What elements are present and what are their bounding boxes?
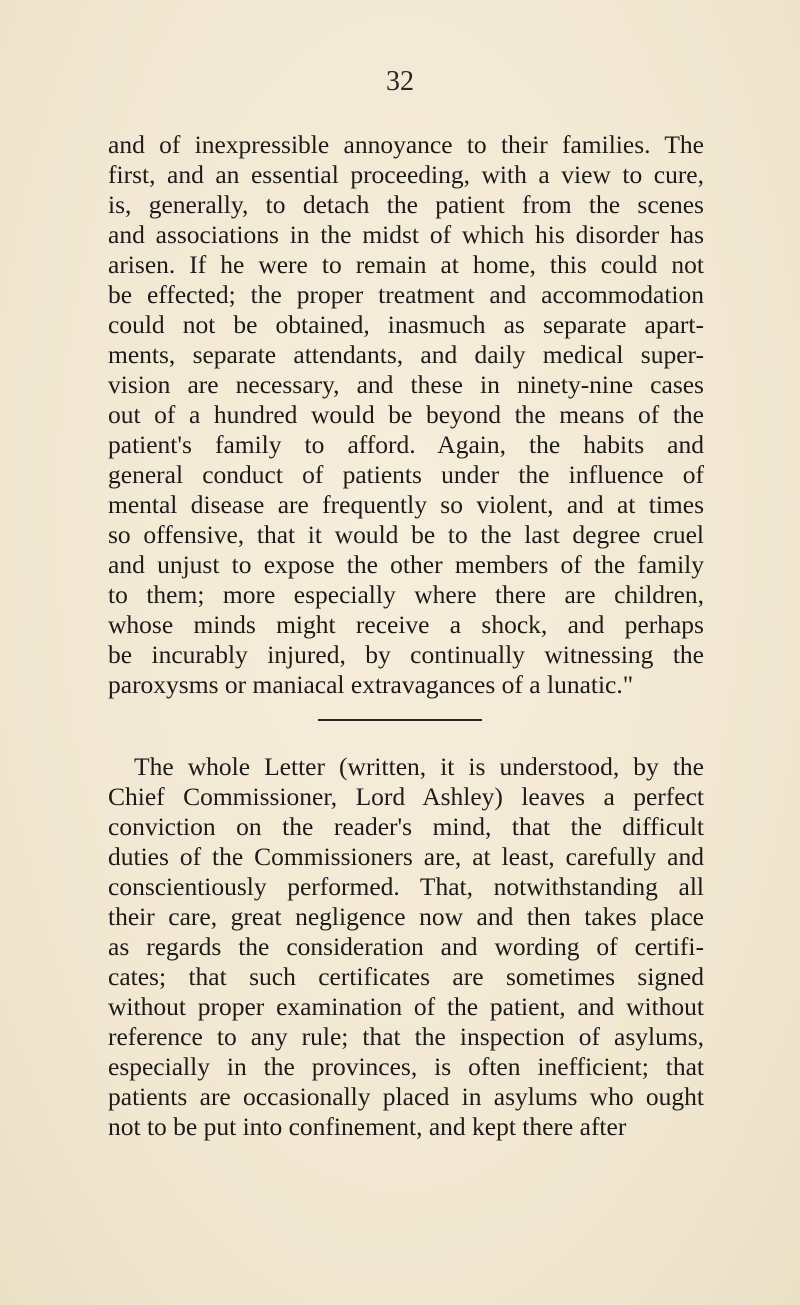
text-line: and of inexpressible annoyance to their families. The xyxy=(108,130,704,159)
text-line: conscientiously performed. That, notwithstanding all xyxy=(108,872,704,901)
page-number: 32 xyxy=(386,66,414,97)
section-divider xyxy=(318,719,482,721)
text-line: ments, separate attendants, and daily medical super- xyxy=(108,340,704,369)
text-line: without proper examination of the patient, and without xyxy=(108,992,704,1021)
text-line: The whole Letter (written, it is understood, by the xyxy=(134,752,704,781)
text-line: and unjust to expose the other members of the family xyxy=(108,550,704,579)
text-line: duties of the Commissioners are, at least, carefully and xyxy=(108,842,704,871)
text-line: cates; that such certificates are sometimes signed xyxy=(108,962,704,991)
text-line: especially in the provinces, is often inefficient; that xyxy=(108,1052,704,1081)
text-line: not to be put into confinement, and kept there after xyxy=(108,1112,627,1141)
text-line: conviction on the reader's mind, that the difficult xyxy=(108,812,704,841)
text-line: first, and an essential proceeding, with a view to cure, xyxy=(108,160,704,189)
text-line: and associations in the midst of which his disorder has xyxy=(108,220,704,249)
text-line: could not be obtained, inasmuch as separate apart- xyxy=(108,310,704,339)
text-line: to them; more especially where there are children, xyxy=(108,580,704,609)
text-line: whose minds might receive a shock, and perhaps xyxy=(108,610,704,639)
text-line: be effected; the proper treatment and accommodation xyxy=(108,280,704,309)
text-line: patient's family to afford. Again, the habits and xyxy=(108,430,704,459)
paragraph-2 xyxy=(108,752,704,1142)
text-line: as regards the consideration and wording of certifi- xyxy=(108,932,704,961)
text-line: mental disease are frequently so violent, and at times xyxy=(108,490,704,519)
text-line: general conduct of patients under the influence of xyxy=(108,460,704,489)
text-line: their care, great negligence now and then takes place xyxy=(108,902,704,931)
text-line: reference to any rule; that the inspection of asylums, xyxy=(108,1022,704,1051)
text-line: vision are necessary, and these in ninety-nine cases xyxy=(108,370,704,399)
text-line: be incurably injured, by continually witnessing the xyxy=(108,640,704,669)
paragraph-1 xyxy=(108,130,704,700)
text-line: Chief Commissioner, Lord Ashley) leaves a perfect xyxy=(108,782,704,811)
text-line: arisen. If he were to remain at home, this could not xyxy=(108,250,704,279)
text-line: so offensive, that it would be to the last degree cruel xyxy=(108,520,704,549)
text-line: patients are occasionally placed in asylums who ought xyxy=(108,1082,704,1111)
text-line: paroxysms or maniacal extravagances of a lunatic." xyxy=(108,670,634,699)
text-line: is, generally, to detach the patient from the scenes xyxy=(108,190,704,219)
text-line: out of a hundred would be beyond the means of the xyxy=(108,400,704,429)
